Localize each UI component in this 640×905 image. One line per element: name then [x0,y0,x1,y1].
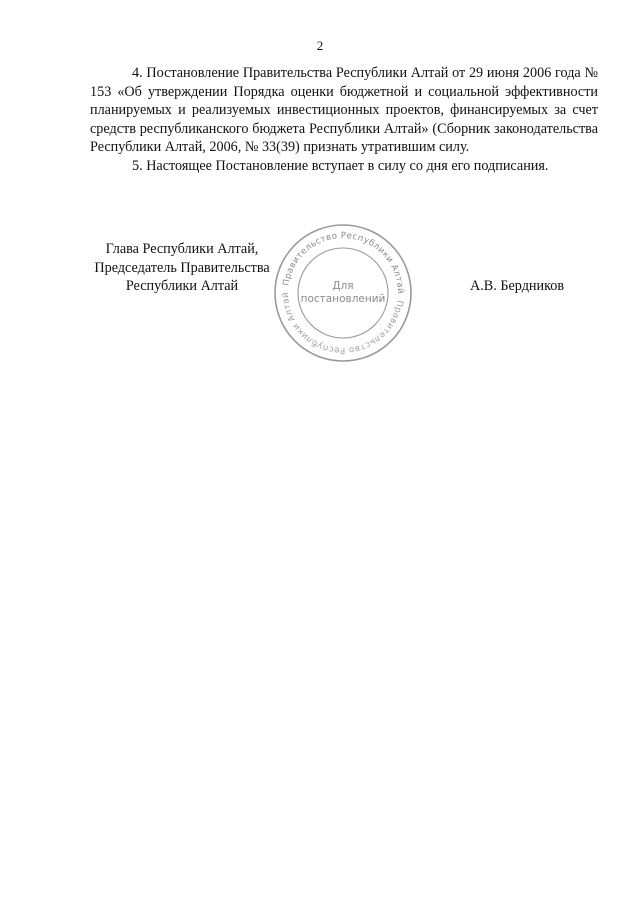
official-seal-stamp [272,222,414,364]
signatory-name: А.В. Бердников [470,278,565,294]
signatory-title-line-1: Глава Республики Алтай, [105,241,259,257]
signatory-title-line-3: Республики Алтай [125,278,239,295]
paragraph-5: 5. Настоящее Постановление вступает в силу со дня его подписания. [132,157,549,174]
signatory-title-line-2: Председатель Правительства [94,259,270,276]
document-body [90,64,598,176]
seal-center-line-1: Для [332,280,354,292]
signatory-title [84,240,280,296]
paragraph-4: 4. Постановление Правительства Республики Алтай от 29 июня 2006 года № 153 «Об утверждении Порядка оценки бюджетной и социальной эффективности планируемых и реализуемых инвестиционных проектов, финансируемых за счет средств республиканского бюджета Республики Алтай» (Сборник законодательства Республики Алтай, 2006, № 33(39) признать утратившим силу. [90,65,598,156]
seal-center-line-2: постановлений [300,293,386,305]
seal-outer-text-repeat-path: Правительство Республики Алтай [280,291,405,356]
page-number: 2 [316,38,324,53]
seal-outer-text-path: Правительство Республики Алтай [281,230,406,295]
